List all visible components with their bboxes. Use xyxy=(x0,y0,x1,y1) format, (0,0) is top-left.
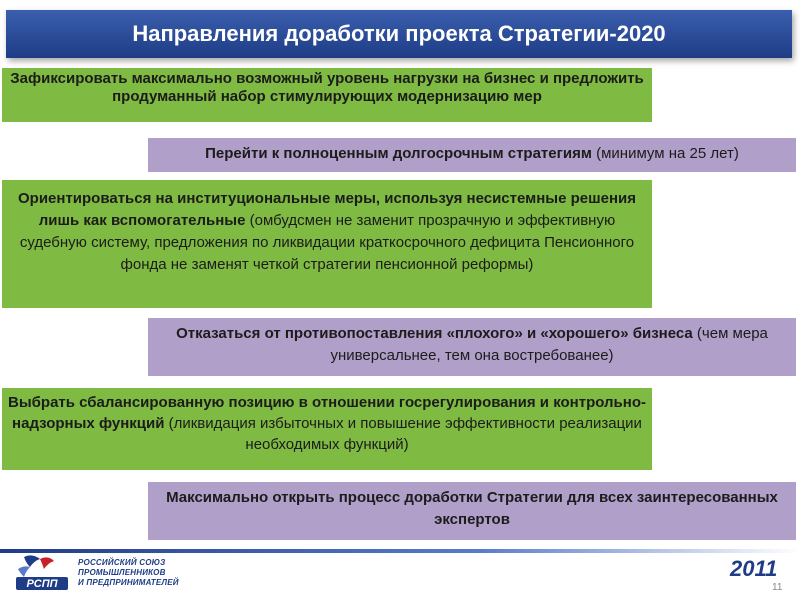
block-fix-load xyxy=(2,68,652,122)
block-fix-load-bold: Зафиксировать максимально возможный уровень нагрузки на бизнес и предложить продуманный набор стимулирующих модернизацию мер xyxy=(10,70,644,105)
block-regulation-rest: (ликвидация избыточных и повышение эффективности реализации необходимых функций) xyxy=(164,415,642,453)
page-number: 11 xyxy=(772,582,783,593)
org-name-line-1: РОССИЙСКИЙ СОЮЗ xyxy=(78,558,166,567)
block-long-term-rest: (минимум на 25 лет) xyxy=(591,145,739,162)
block-open-process xyxy=(148,482,796,540)
block-business-opposition-bold: Отказаться от противопоставления «плохого» и «хорошего» бизнеса xyxy=(176,325,693,342)
slide-title xyxy=(6,10,792,58)
block-business-opposition-rest: (чем мера универсальнее, тем она востребованее) xyxy=(330,325,768,364)
org-name-line-2: ПРОМЫШЛЕННИКОВ xyxy=(78,568,166,577)
block-regulation-bold: Выбрать сбалансированную позицию в отношении госрегулирования и контрольно-надзорных функций xyxy=(8,394,646,432)
block-business-opposition xyxy=(148,318,796,376)
logo-text: РСПП xyxy=(26,578,58,590)
rspp-logo-icon xyxy=(14,553,70,593)
footer-divider xyxy=(0,549,800,553)
block-long-term xyxy=(148,138,796,172)
slide-title-text: Направления доработки проекта Стратегии-2020 xyxy=(132,21,666,46)
block-institutional-rest: (омбудсмен не заменит прозрачную и эффективную судебную систему, предложения по ликвидации краткосрочного дефицита Пенсионного фонда не заменят четкой стратегии пенсионной реформы) xyxy=(19,212,635,273)
org-name-line-3: И ПРЕДПРИНИМАТЕЛЕЙ xyxy=(78,578,179,587)
year-label: 2011 xyxy=(730,556,778,581)
block-institutional-bold: Ориентироваться на институциональные меры, используя несистемные решения лишь как вспомогательные xyxy=(17,190,637,229)
block-long-term-bold: Перейти к полноценным долгосрочным стратегиям xyxy=(205,145,592,162)
organization-name xyxy=(78,558,228,588)
block-open-process-bold: Максимально открыть процесс доработки Стратегии для всех заинтересованных экспертов xyxy=(166,489,778,528)
block-regulation xyxy=(2,388,652,470)
block-institutional xyxy=(2,180,652,308)
